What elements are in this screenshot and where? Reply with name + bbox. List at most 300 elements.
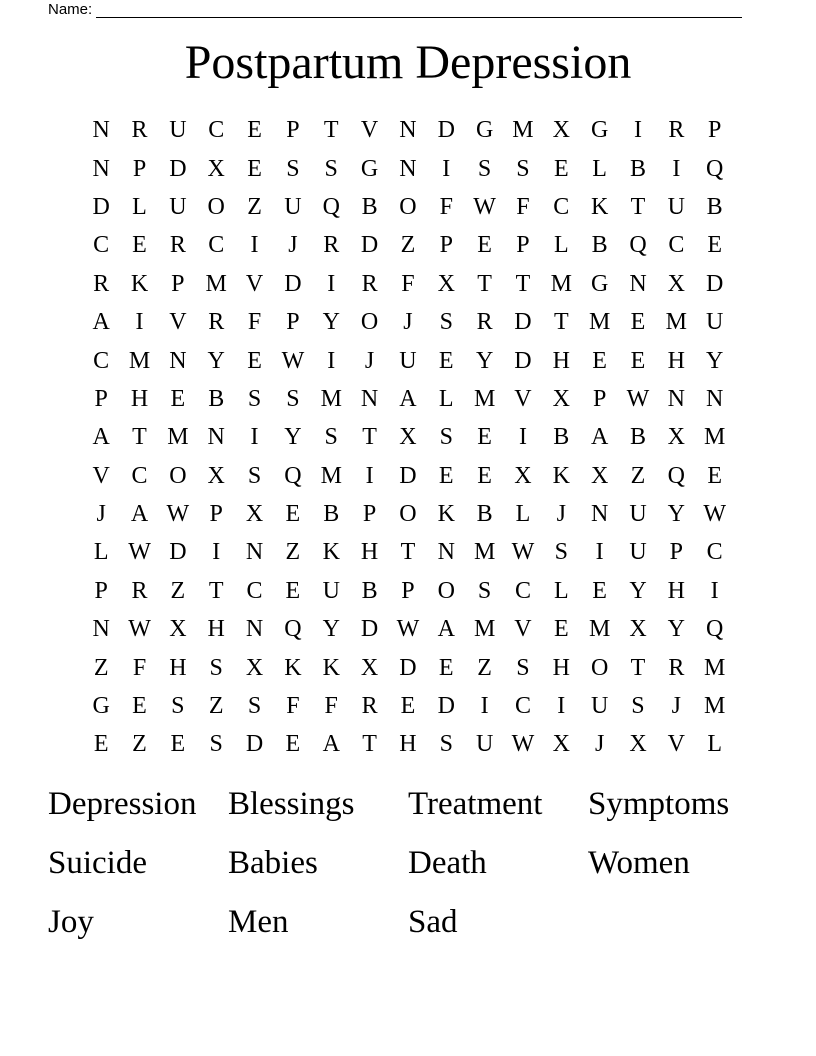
grid-letter[interactable]: E <box>247 347 262 374</box>
grid-letter[interactable]: S <box>247 385 262 412</box>
grid-letter[interactable]: G <box>590 117 609 144</box>
grid-letter[interactable]: U <box>399 347 417 374</box>
grid-letter[interactable]: O <box>399 193 417 220</box>
grid-letter[interactable]: R <box>323 232 340 259</box>
grid-letter[interactable]: E <box>477 232 492 259</box>
grid-letter[interactable]: A <box>590 424 609 451</box>
grid-letter[interactable]: A <box>437 616 455 643</box>
grid-letter[interactable]: J <box>96 501 106 528</box>
grid-letter[interactable]: B <box>361 193 378 220</box>
grid-letter[interactable]: P <box>132 155 147 182</box>
grid-letter[interactable]: E <box>630 309 646 336</box>
grid-letter[interactable]: X <box>399 424 417 451</box>
grid-letter[interactable]: H <box>169 654 187 681</box>
grid-letter[interactable]: H <box>399 731 417 758</box>
grid-letter[interactable]: X <box>245 654 264 681</box>
grid-letter[interactable]: N <box>360 385 379 412</box>
grid-letter[interactable]: M <box>704 424 726 451</box>
name-underline[interactable] <box>96 3 742 18</box>
grid-letter[interactable]: E <box>285 577 301 604</box>
grid-letter[interactable]: L <box>553 577 569 604</box>
grid-row <box>82 341 734 379</box>
grid-letter[interactable]: E <box>438 347 454 374</box>
grid-letter[interactable]: N <box>399 117 417 144</box>
grid-letter[interactable]: Q <box>322 193 340 220</box>
grid-letter[interactable]: F <box>439 193 453 220</box>
grid-letter[interactable]: E <box>707 462 722 489</box>
grid-letter[interactable]: S <box>439 309 453 336</box>
grid-letter[interactable]: W <box>281 347 305 374</box>
grid-letter[interactable]: M <box>320 385 342 412</box>
grid-letter[interactable]: P <box>707 117 722 144</box>
grid-row <box>82 418 734 456</box>
grid-letter[interactable]: N <box>245 616 264 643</box>
grid-letter[interactable]: E <box>247 155 262 182</box>
grid-letter[interactable]: D <box>360 232 379 259</box>
grid-letter[interactable]: G <box>92 693 110 720</box>
grid-letter[interactable]: R <box>93 270 110 297</box>
grid-letter[interactable]: L <box>132 193 147 220</box>
grid-letter[interactable]: O <box>207 193 225 220</box>
grid-letter[interactable]: P <box>439 232 453 259</box>
grid-letter[interactable]: N <box>92 155 110 182</box>
grid-letter[interactable]: Y <box>667 616 685 643</box>
grid-letter[interactable]: Z <box>247 193 262 220</box>
grid-letter[interactable]: D <box>706 270 724 297</box>
grid-letter[interactable]: S <box>209 654 223 681</box>
grid-letter[interactable]: R <box>361 693 378 720</box>
grid-letter[interactable]: Z <box>630 462 646 489</box>
grid-letter[interactable]: E <box>285 731 301 758</box>
grid-letter[interactable]: O <box>590 654 609 681</box>
grid-letter[interactable]: X <box>552 731 570 758</box>
grid-letter[interactable]: D <box>437 117 455 144</box>
grid-letter[interactable]: Y <box>284 424 302 451</box>
grid-letter[interactable]: X <box>360 654 379 681</box>
grid-letter[interactable]: C <box>553 193 570 220</box>
grid-letter[interactable]: B <box>208 385 225 412</box>
grid-letter[interactable]: Q <box>629 232 647 259</box>
grid-letter[interactable]: I <box>633 117 642 144</box>
grid-letter[interactable]: W <box>626 385 650 412</box>
grid-letter[interactable]: A <box>130 501 149 528</box>
grid-letter[interactable]: O <box>399 501 417 528</box>
grid-letter[interactable]: M <box>473 385 496 412</box>
grid-letter[interactable]: E <box>132 232 147 259</box>
grid-letter[interactable]: Q <box>284 462 302 489</box>
grid-letter[interactable]: N <box>629 270 647 297</box>
grid-letter[interactable]: Z <box>400 232 416 259</box>
grid-letter[interactable]: E <box>400 693 416 720</box>
grid-letter[interactable]: T <box>630 654 646 681</box>
grid-letter[interactable]: E <box>132 693 147 720</box>
grid-letter[interactable]: M <box>588 616 611 643</box>
grid-letter[interactable]: C <box>208 117 225 144</box>
grid-letter[interactable]: E <box>553 616 569 643</box>
grid-letter[interactable]: D <box>92 193 110 220</box>
name-label: Name: <box>48 1 93 18</box>
grid-letter[interactable]: C <box>514 693 531 720</box>
grid-letter[interactable]: I <box>557 693 566 720</box>
grid-letter[interactable]: N <box>437 539 455 566</box>
grid-letter[interactable]: K <box>322 539 340 566</box>
grid-letter[interactable]: Y <box>475 347 494 374</box>
grid-letter[interactable]: T <box>553 309 569 336</box>
grid-letter[interactable]: W <box>511 731 535 758</box>
grid-letter[interactable]: B <box>553 424 570 451</box>
grid-letter[interactable]: G <box>590 270 609 297</box>
grid-letter[interactable]: Q <box>706 155 724 182</box>
grid-letter[interactable]: H <box>667 347 685 374</box>
grid-letter[interactable]: S <box>516 155 530 182</box>
grid-letter[interactable]: M <box>320 462 342 489</box>
grid-letter[interactable]: P <box>516 232 530 259</box>
grid-letter[interactable]: G <box>360 155 379 182</box>
grid-letter[interactable]: J <box>556 501 566 528</box>
grid-letter[interactable]: X <box>552 385 570 412</box>
grid-letter[interactable]: B <box>323 501 340 528</box>
grid-letter[interactable]: S <box>247 693 262 720</box>
grid-row <box>82 265 734 303</box>
grid-letter[interactable]: O <box>437 577 455 604</box>
grid-letter[interactable]: B <box>629 424 646 451</box>
word-bank-item: Joy <box>48 904 94 940</box>
grid-letter[interactable]: I <box>518 424 527 451</box>
grid-letter[interactable]: I <box>327 270 336 297</box>
grid-letter[interactable]: N <box>590 501 609 528</box>
grid-letter[interactable]: Y <box>322 616 340 643</box>
grid-letter[interactable]: K <box>437 501 455 528</box>
grid-letter[interactable]: I <box>250 424 259 451</box>
grid-letter[interactable]: K <box>130 270 149 297</box>
grid-letter[interactable]: E <box>438 654 454 681</box>
grid-letter[interactable]: H <box>207 616 225 643</box>
grid-letter[interactable]: O <box>360 309 379 336</box>
grid-letter[interactable]: L <box>438 385 454 412</box>
grid-letter[interactable]: K <box>322 654 340 681</box>
grid-letter[interactable]: W <box>396 616 420 643</box>
grid-letter[interactable]: C <box>131 462 148 489</box>
grid-letter[interactable]: N <box>667 385 685 412</box>
grid-letter[interactable]: R <box>476 309 493 336</box>
grid-letter[interactable]: C <box>706 539 723 566</box>
grid-letter[interactable]: P <box>592 385 607 412</box>
grid-letter[interactable]: B <box>629 155 646 182</box>
grid-letter[interactable]: B <box>591 232 608 259</box>
grid-letter[interactable]: U <box>169 193 187 220</box>
grid-letter[interactable]: S <box>477 577 492 604</box>
grid-letter[interactable]: X <box>207 462 225 489</box>
grid-letter[interactable]: V <box>169 309 187 336</box>
grid-letter[interactable]: E <box>592 577 607 604</box>
grid-letter[interactable]: N <box>92 117 110 144</box>
grid-letter[interactable]: D <box>245 731 264 758</box>
grid-letter[interactable]: A <box>92 424 110 451</box>
grid-letter[interactable]: W <box>166 501 190 528</box>
grid-letter[interactable]: V <box>92 462 110 489</box>
grid-letter[interactable]: C <box>93 232 110 259</box>
grid-letter[interactable]: S <box>324 155 338 182</box>
grid-letter[interactable]: F <box>286 693 300 720</box>
grid-letter[interactable]: D <box>360 616 379 643</box>
grid-letter[interactable]: I <box>442 155 451 182</box>
grid-letter[interactable]: I <box>212 539 221 566</box>
grid-letter[interactable]: D <box>514 347 532 374</box>
grid-letter[interactable]: L <box>553 232 569 259</box>
grid-letter[interactable]: P <box>401 577 415 604</box>
grid-letter[interactable]: P <box>286 309 300 336</box>
grid-letter[interactable]: I <box>480 693 489 720</box>
grid-letter[interactable]: D <box>514 309 532 336</box>
grid-letter[interactable]: Q <box>284 616 302 643</box>
grid-letter[interactable]: E <box>93 731 109 758</box>
grid-letter[interactable]: T <box>477 270 492 297</box>
grid-letter[interactable]: Y <box>667 501 685 528</box>
grid-letter[interactable]: X <box>667 424 685 451</box>
grid-letter[interactable]: M <box>704 693 726 720</box>
grid-letter[interactable]: E <box>438 462 454 489</box>
grid-letter[interactable]: P <box>669 539 683 566</box>
grid-letter[interactable]: E <box>170 731 186 758</box>
grid-letter[interactable]: M <box>128 347 151 374</box>
grid-letter[interactable]: P <box>171 270 185 297</box>
grid-letter[interactable]: L <box>707 731 722 758</box>
grid-letter[interactable]: H <box>667 577 685 604</box>
grid-letter[interactable]: Z <box>477 654 492 681</box>
grid-letter[interactable]: S <box>286 155 300 182</box>
grid-letter[interactable]: H <box>552 654 570 681</box>
grid-letter[interactable]: L <box>515 501 531 528</box>
grid-letter[interactable]: C <box>208 232 225 259</box>
grid-letter[interactable]: B <box>476 501 493 528</box>
grid-letter[interactable]: C <box>246 577 263 604</box>
word-bank <box>48 775 768 952</box>
grid-letter[interactable]: T <box>132 424 147 451</box>
grid-letter[interactable]: L <box>592 155 607 182</box>
grid-letter[interactable]: U <box>629 539 647 566</box>
name-field[interactable] <box>48 0 742 18</box>
grid-letter[interactable]: T <box>515 270 531 297</box>
grid-letter[interactable]: R <box>208 309 225 336</box>
grid-letter[interactable]: U <box>590 693 609 720</box>
grid-letter[interactable]: R <box>131 577 148 604</box>
grid-letter[interactable]: I <box>250 232 259 259</box>
grid-letter[interactable]: F <box>516 193 530 220</box>
grid-letter[interactable]: T <box>362 424 377 451</box>
grid-letter[interactable]: X <box>590 462 609 489</box>
grid-letter[interactable]: E <box>170 385 186 412</box>
grid-letter[interactable]: Q <box>667 462 685 489</box>
grid-letter[interactable]: V <box>667 731 685 758</box>
grid-letter[interactable]: E <box>477 462 492 489</box>
grid-letter[interactable]: V <box>245 270 264 297</box>
grid-letter[interactable]: I <box>327 347 336 374</box>
grid-letter[interactable]: M <box>167 424 189 451</box>
grid-letter[interactable]: V <box>360 117 379 144</box>
grid-letter[interactable]: A <box>399 385 417 412</box>
grid-letter[interactable]: E <box>592 347 607 374</box>
grid-letter[interactable]: W <box>473 193 496 220</box>
grid-letter[interactable]: J <box>403 309 413 336</box>
grid-letter[interactable]: X <box>169 616 187 643</box>
grid-letter[interactable]: Y <box>207 347 225 374</box>
grid-letter[interactable]: U <box>284 193 302 220</box>
grid-letter[interactable]: X <box>629 731 647 758</box>
grid-letter[interactable]: P <box>94 385 108 412</box>
grid-letter[interactable]: V <box>514 385 532 412</box>
grid-letter[interactable]: T <box>362 731 377 758</box>
grid-letter[interactable]: S <box>171 693 185 720</box>
grid-letter[interactable]: P <box>286 117 300 144</box>
grid-letter[interactable]: Z <box>208 693 224 720</box>
grid-letter[interactable]: X <box>514 462 532 489</box>
grid-letter[interactable]: X <box>245 501 264 528</box>
grid-letter[interactable]: N <box>245 539 264 566</box>
grid-letter[interactable]: U <box>169 117 187 144</box>
grid-letter[interactable]: U <box>629 501 647 528</box>
grid-letter[interactable]: A <box>92 309 110 336</box>
grid-letter[interactable]: C <box>93 347 110 374</box>
grid-letter[interactable]: S <box>516 654 530 681</box>
grid-letter[interactable]: J <box>594 731 605 758</box>
grid-letter[interactable]: I <box>672 155 681 182</box>
grid-letter[interactable]: K <box>590 193 609 220</box>
grid-letter[interactable]: H <box>130 385 149 412</box>
grid-letter[interactable]: R <box>668 654 685 681</box>
grid-letter[interactable]: Z <box>132 731 147 758</box>
grid-letter[interactable]: Y <box>706 347 724 374</box>
grid-letter[interactable]: D <box>399 462 417 489</box>
grid-letter[interactable]: J <box>671 693 681 720</box>
grid-letter[interactable]: S <box>324 424 338 451</box>
grid-letter[interactable]: C <box>668 232 685 259</box>
grid-row <box>82 610 734 648</box>
grid-row <box>82 648 734 686</box>
grid-letter[interactable]: S <box>439 731 453 758</box>
grid-letter[interactable]: S <box>439 424 453 451</box>
grid-letter[interactable]: K <box>284 654 302 681</box>
grid-row <box>82 533 734 571</box>
grid-letter[interactable]: Z <box>93 654 109 681</box>
grid-letter[interactable]: R <box>361 270 378 297</box>
grid-letter[interactable]: R <box>131 117 148 144</box>
grid-letter[interactable]: F <box>324 693 338 720</box>
grid-letter[interactable]: O <box>169 462 187 489</box>
grid-letter[interactable]: R <box>169 232 186 259</box>
grid-letter[interactable]: X <box>437 270 455 297</box>
grid-letter[interactable]: X <box>552 117 570 144</box>
grid-letter[interactable]: N <box>706 385 724 412</box>
grid-letter[interactable]: D <box>169 539 187 566</box>
grid-letter[interactable]: T <box>630 193 646 220</box>
grid-letter[interactable]: J <box>288 232 298 259</box>
grid-letter[interactable]: S <box>247 462 262 489</box>
grid-letter[interactable]: Y <box>629 577 647 604</box>
grid-letter[interactable]: M <box>205 270 227 297</box>
grid-letter[interactable]: E <box>247 117 262 144</box>
grid-letter[interactable]: W <box>128 539 151 566</box>
grid-letter[interactable]: F <box>132 654 147 681</box>
grid-letter[interactable]: V <box>514 616 532 643</box>
grid-letter[interactable]: P <box>362 501 377 528</box>
grid-letter[interactable]: U <box>322 577 340 604</box>
grid-letter[interactable]: L <box>93 539 109 566</box>
grid-letter[interactable]: H <box>552 347 570 374</box>
grid-letter[interactable]: I <box>365 462 374 489</box>
grid-letter[interactable]: X <box>667 270 685 297</box>
grid-letter[interactable]: J <box>364 347 375 374</box>
grid-letter[interactable]: S <box>209 731 223 758</box>
grid-letter[interactable]: F <box>247 309 262 336</box>
grid-letter[interactable]: S <box>631 693 645 720</box>
grid-letter[interactable]: T <box>323 117 339 144</box>
grid-letter[interactable]: U <box>706 309 724 336</box>
grid-letter[interactable]: M <box>665 309 687 336</box>
grid-letter[interactable]: S <box>477 155 492 182</box>
grid-letter[interactable]: M <box>588 309 611 336</box>
grid-letter[interactable]: E <box>553 155 569 182</box>
grid-letter[interactable]: I <box>710 577 719 604</box>
grid-letter[interactable]: W <box>703 501 726 528</box>
grid-letter[interactable]: E <box>630 347 646 374</box>
grid-letter[interactable]: D <box>437 693 455 720</box>
grid-letter[interactable]: W <box>511 539 535 566</box>
grid-letter[interactable]: E <box>285 501 301 528</box>
grid-letter[interactable]: T <box>208 577 224 604</box>
grid-letter[interactable]: Y <box>322 309 340 336</box>
grid-letter[interactable]: F <box>401 270 415 297</box>
grid-letter[interactable]: W <box>128 616 151 643</box>
grid-letter[interactable]: P <box>209 501 223 528</box>
grid-letter[interactable]: D <box>284 270 302 297</box>
grid-letter[interactable]: U <box>475 731 494 758</box>
grid-letter[interactable]: X <box>207 155 225 182</box>
grid-letter[interactable]: X <box>629 616 647 643</box>
grid-letter[interactable]: T <box>400 539 416 566</box>
grid-letter[interactable]: I <box>135 309 144 336</box>
grid-letter[interactable]: A <box>322 731 340 758</box>
grid-letter[interactable]: N <box>169 347 187 374</box>
grid-letter[interactable]: M <box>512 117 534 144</box>
grid-letter[interactable]: M <box>704 654 726 681</box>
grid-letter[interactable]: E <box>477 424 492 451</box>
grid-letter[interactable]: M <box>473 616 496 643</box>
grid-letter[interactable]: N <box>207 424 225 451</box>
grid-letter[interactable]: S <box>554 539 568 566</box>
grid-letter[interactable]: D <box>399 654 417 681</box>
grid-letter[interactable]: U <box>667 193 685 220</box>
grid-letter[interactable]: Z <box>170 577 186 604</box>
grid-letter[interactable]: M <box>550 270 572 297</box>
grid-letter[interactable]: N <box>92 616 110 643</box>
grid-letter[interactable]: I <box>595 539 604 566</box>
grid-letter[interactable]: S <box>286 385 300 412</box>
grid-letter[interactable]: B <box>361 577 378 604</box>
grid-letter[interactable]: E <box>707 232 722 259</box>
grid-letter[interactable]: D <box>169 155 187 182</box>
grid-letter[interactable]: G <box>475 117 494 144</box>
grid-letter[interactable]: N <box>399 155 417 182</box>
grid-letter[interactable]: Q <box>706 616 724 643</box>
grid-letter[interactable]: P <box>94 577 108 604</box>
grid-letter[interactable]: M <box>473 539 496 566</box>
grid-letter[interactable]: Z <box>285 539 301 566</box>
grid-letter[interactable]: B <box>706 193 723 220</box>
grid-letter[interactable]: C <box>514 577 531 604</box>
grid-letter[interactable]: K <box>552 462 570 489</box>
grid-letter[interactable]: H <box>360 539 379 566</box>
grid-letter[interactable]: R <box>668 117 685 144</box>
